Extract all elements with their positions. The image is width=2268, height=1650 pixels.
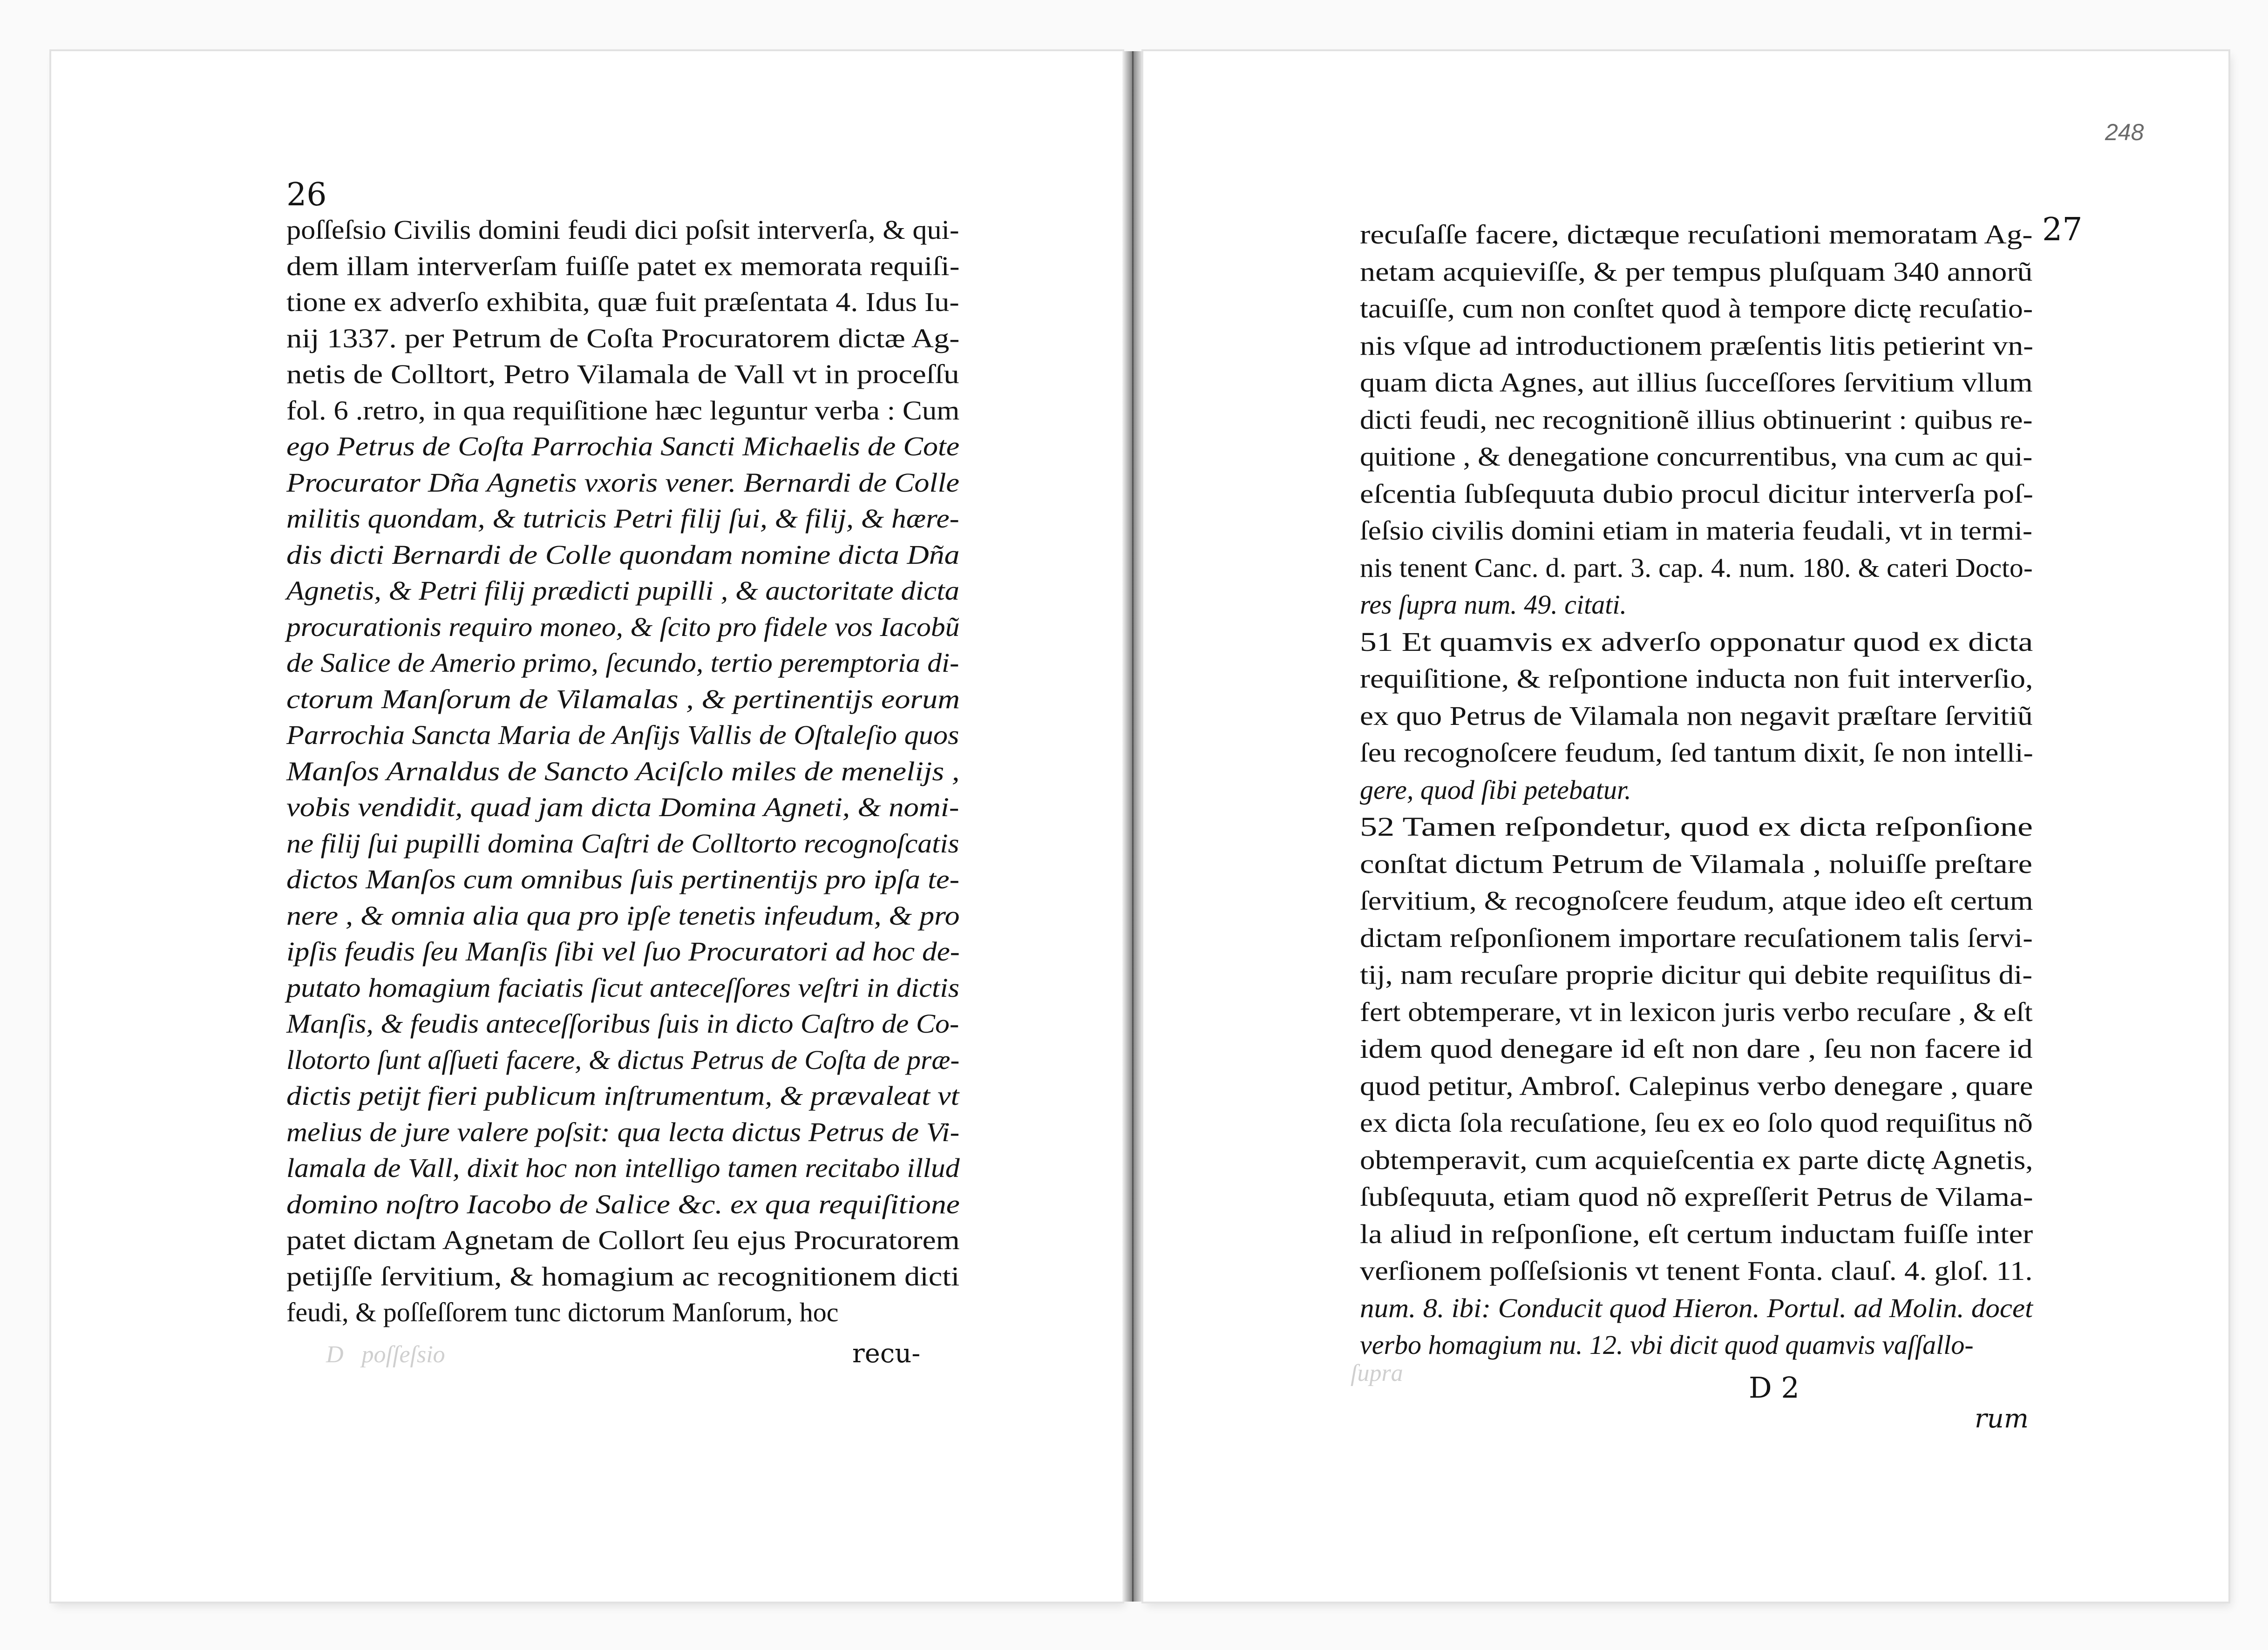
text-line: nere , & omnia alia qua pro ipſe tenetis infeudum, & pro	[286, 900, 960, 931]
text-line: ne filij ſui pupilli domina Caſtri de Colltorto recognoſcatis	[286, 828, 959, 859]
text-line: netam acquievіſſe, & per tempus pluſquam 340 annorũ	[1360, 256, 2033, 287]
text-line: militis quondam, & tutricis Petri filij ſui, & filij, & hære-	[286, 503, 959, 534]
text-line: dem illam interverſam fuiſſe patet ex memorata requiſi-	[286, 250, 960, 281]
text-line: verſionem poſſeſsionis vt tenent Fonta. clauſ. 4. gloſ. 11.	[1360, 1256, 2033, 1286]
text-line: lamala de Vall, dixit hoc non intelligo tamen recitabo illud	[286, 1153, 960, 1183]
right-page-number: 27	[2042, 211, 2083, 248]
text-line: 51 Et quamvis ex adverſo opponatur quod ex dicta	[1360, 626, 2033, 657]
text-line: recuſaſſe facere, dictæque recuſationi memoratam Ag-	[1360, 219, 2033, 250]
text-line: ex quo Petrus de Vilamala non negavit præſtare ſervitiũ	[1360, 700, 2033, 731]
text-line: verbo homagium nu. 12. vbi dicit quod quamvis vaſſallo-	[1360, 1330, 1974, 1360]
text-line: dictos Manſos cum omnibus ſuis pertinentijs pro ipſa te-	[286, 864, 960, 894]
text-line: Manſos Arnaldus de Sancto Aciſclo miles de menelijs ,	[286, 756, 960, 786]
text-line: melius de jure valere poſsit: qua lecta dictus Petrus de Vi-	[286, 1116, 960, 1147]
text-line: quod petitur, Ambroſ. Calepinus verbo denegare , quare	[1360, 1070, 2033, 1101]
text-line: nis vſque ad introductionem præſentis litis petierint vn-	[1360, 330, 2034, 361]
text-line: dicti feudi, nec recognitionẽ illius obtinuerint : quibus re-	[1360, 404, 2033, 435]
text-line: procurationis requiro moneo, & ſcito pro fidele vos Iacobũ	[286, 611, 960, 642]
left-catchword: recu-	[852, 1339, 921, 1369]
text-line: dictis petijt fieri publicum inſtrumentum, & prævaleat vt	[286, 1081, 959, 1111]
text-line: patet dictam Agnetam de Collort ſeu ejus Procuratorem	[286, 1225, 960, 1255]
text-line: netis de Colltort, Petro Vilamala de Vall vt in proceſſu	[286, 359, 959, 389]
text-line: ctorum Manſorum de Vilamalas , & pertinentijs eorum	[286, 683, 960, 714]
text-line: ego Petrus de Coſta Parrochia Sancti Michaelis de Cote	[286, 431, 960, 461]
text-line: tij, nam recuſare proprie dicitur qui debite requiſitus di-	[1360, 960, 2033, 990]
archive-folio-number: 248	[2105, 119, 2144, 145]
text-line: gere, quod ſibi petebatur.	[1360, 774, 1631, 805]
text-line: ipſis feudis ſeu Manſis ſibi vel ſuo Procuratori ad hoc de-	[286, 936, 960, 967]
text-line: tacuiſſe, cum non conſtet quod à tempore dictę recuſatio-	[1360, 293, 2033, 324]
text-line: idem quod denegare id eſt non dare , ſeu non facere id	[1360, 1034, 2033, 1064]
left-page-number: 26	[286, 176, 327, 213]
text-line: ſervitium, & recognoſcere feudum, atque ideo eſt certum	[1360, 886, 2033, 916]
text-line: Manſis, & feudis anteceſſoribus ſuis in dicto Caſtro de Co-	[286, 1008, 959, 1039]
text-line: nij 1337. per Petrum de Coſta Procuratorem dictæ Ag-	[286, 323, 960, 353]
text-line: la aliud in reſponſione, eſt certum inductam fuiſſe inter	[1360, 1218, 2033, 1249]
text-line: dis dicti Bernardi de Colle quondam nomine dicta Dña	[286, 539, 960, 570]
show-through-text: ſupra	[1351, 1360, 1403, 1386]
text-line: num. 8. ibi: Conducit quod Hieron. Portul. ad Molin. docet	[1360, 1292, 2033, 1323]
text-line: Parrochia Sancta Maria de Anſijs Vallis de Oſtaleſio quos	[286, 720, 959, 750]
text-line: poſſeſsio Civilis domini feudi dici poſsit interverſa, & qui-	[286, 215, 959, 245]
show-through-text: D poſſeſsio	[326, 1341, 445, 1368]
signature-mark: D 2	[1749, 1371, 1799, 1405]
text-line: quam dicta Agnes, aut illius ſucceſſores ſervitium vllum	[1360, 367, 2033, 398]
text-line: conſtat dictum Petrum de Vilamala , noluiſſe preſtare	[1360, 848, 2032, 879]
text-line: ex dicta ſola recuſatione, ſeu ex eo ſolo quod requiſitus nõ	[1360, 1108, 2033, 1138]
text-line: feudi, & poſſeſſorem tunc dictorum Manſorum, hoc	[286, 1297, 839, 1327]
text-line: ſeſsio civilis domini etiam in materia feudali, vt in termi-	[1360, 515, 2033, 546]
text-line: eſcentia ſubſequuta dubio procul dicitur interverſa poſ-	[1360, 478, 2033, 509]
text-line: ſeu recognoſcere feudum, ſed tantum dixit, ſe non intelli-	[1360, 737, 2033, 768]
text-line: obtemperavit, cum acquieſcentia ex parte dictę Agnetis,	[1360, 1144, 2033, 1175]
text-line: quitione , & denegatione concurrentibus, vna cum ac qui-	[1360, 441, 2033, 472]
book-gutter	[1122, 51, 1143, 1602]
text-line: petijſſe ſervitium, & homagium ac recognitionem dicti	[286, 1261, 960, 1292]
text-line: nis tenent Canc. d. part. 3. cap. 4. num. 180. & cateri Docto-	[1360, 552, 2033, 583]
text-line: dictam reſponſionem importare recuſationem talis ſervi-	[1360, 922, 2033, 953]
right-catchword: rum	[1975, 1404, 2029, 1434]
text-line: Procurator Dña Agnetis vxoris vener. Bernardi de Colle	[286, 467, 959, 498]
text-line: de Salice de Amerio primo, ſecundo, tertio peremptoria di-	[286, 648, 959, 678]
left-page	[51, 51, 1122, 1602]
text-line: requiſitione, & reſpontione inducta non fuit interverſio,	[1360, 663, 2033, 694]
text-line: domino noſtro Iacobo de Salice &c. ex qua requiſitione	[286, 1189, 960, 1219]
text-line: res ſupra num. 49. citati.	[1360, 589, 1627, 620]
text-line: Agnetis, & Petri filij prædicti pupilli , & auctoritate dicta	[286, 575, 960, 606]
text-line: ſubſequuta, etiam quod nõ expreſſerit Petrus de Vilama-	[1360, 1182, 2033, 1212]
text-line: fol. 6 .retro, in qua requiſitione hæc leguntur verba : Cum	[286, 395, 960, 426]
text-line: 52 Tamen reſpondetur, quod ex dicta reſponſione	[1360, 811, 2033, 842]
text-line: llotorto ſunt aſſueti facere, & dictus Petrus de Coſta de præ-	[286, 1044, 960, 1075]
text-line: fert obtemperare, vt in lexicon juris verbo recuſare , & eſt	[1360, 996, 2033, 1027]
text-line: vobis vendidit, quad jam dicta Domina Agneti, & nomi-	[286, 792, 959, 822]
text-line: tione ex adverſo exhibita, quæ fuit præſentata 4. Idus Iu-	[286, 287, 959, 317]
text-line: putato homagium faciatis ſicut anteceſſores veſtri in dictis	[286, 972, 960, 1003]
